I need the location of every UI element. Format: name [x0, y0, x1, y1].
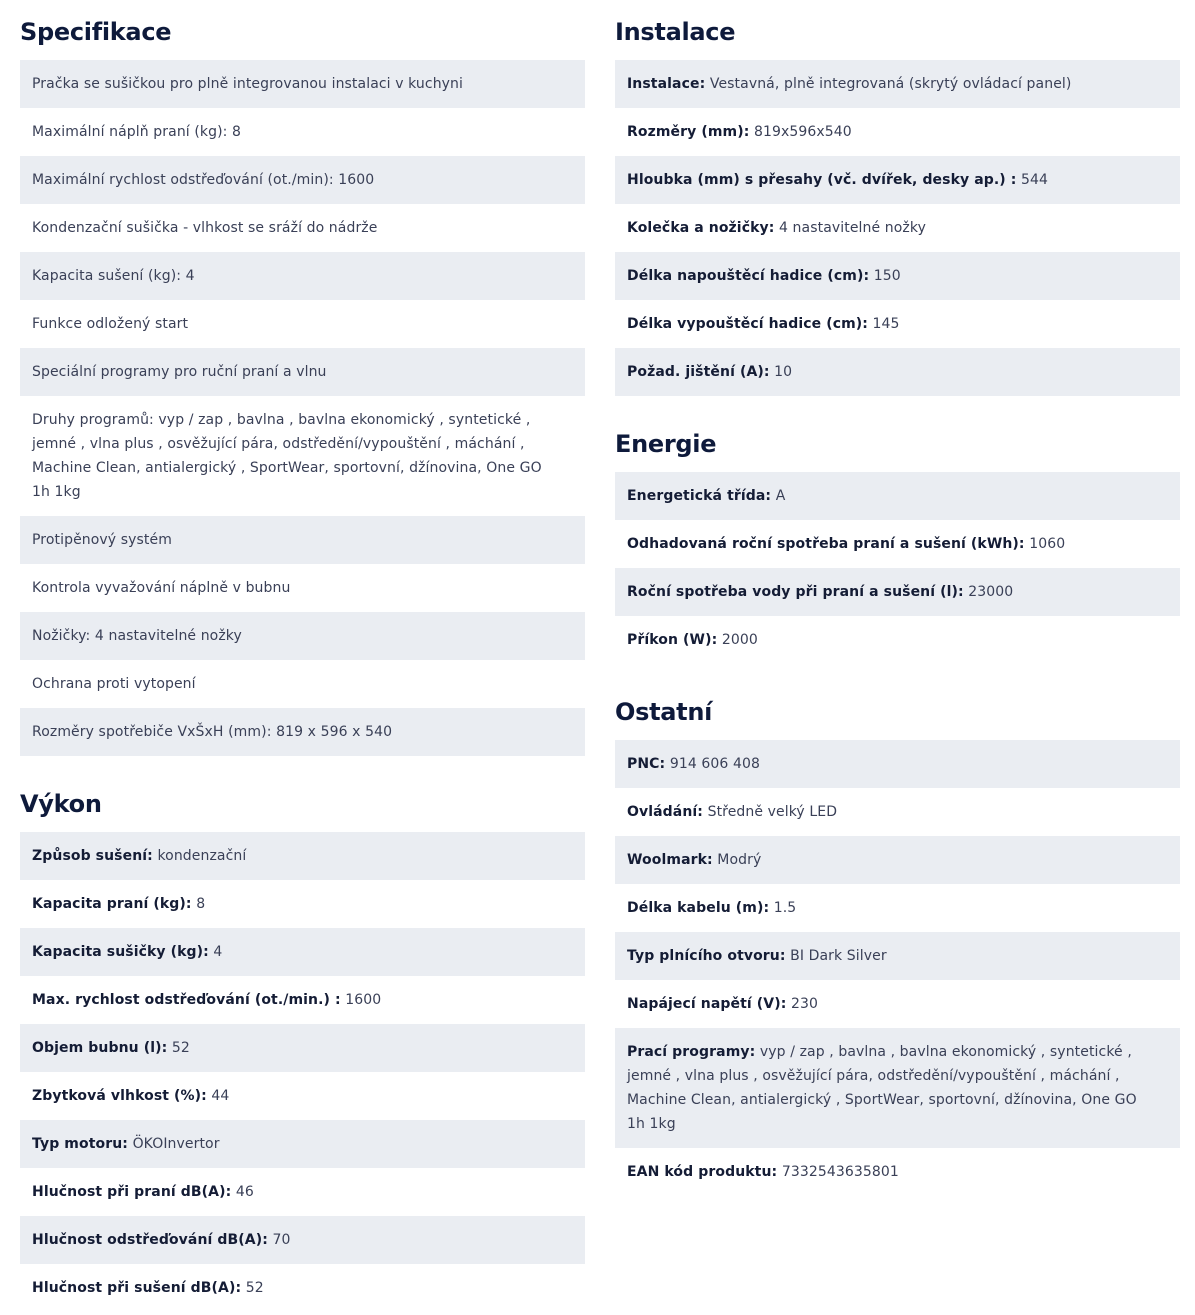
spec-text: Speciální programy pro ruční praní a vlnu — [32, 364, 327, 380]
spec-row — [20, 300, 585, 348]
spec-label: Kapacita praní (kg): — [32, 896, 192, 912]
section-title-energie: Energie — [615, 430, 717, 458]
spec-label: Instalace: — [627, 76, 706, 92]
spec-row — [615, 60, 1180, 108]
spec-row — [20, 660, 585, 708]
spec-row — [20, 564, 585, 612]
spec-label: Woolmark: — [627, 852, 713, 868]
spec-row — [20, 348, 585, 396]
spec-row — [20, 612, 585, 660]
spec-text: Druhy programů: vyp / zap , bavlna , bavlna ekonomický , syntetické , jemné , vlna plus , osvěžující pára, odstředění/vypouštění , máchání , Machine Clean, antialergický , SportWear, sportovní, džínovina, One GO 1h 1kg — [32, 412, 542, 500]
spec-text: Nožičky: 4 nastavitelné nožky — [32, 628, 242, 644]
spec-value: vyp / zap , bavlna , bavlna ekonomický , syntetické , jemné , vlna plus , osvěžující pára, odstředění/vypouštění , máchání , Machine Clean, antialergický , SportWear, sportovní, džínovina, One GO 1h 1kg — [627, 1044, 1137, 1132]
spec-row — [615, 788, 1180, 836]
spec-row — [20, 204, 585, 252]
spec-row — [20, 396, 585, 516]
spec-row — [20, 1168, 585, 1216]
spec-label: Roční spotřeba vody při praní a sušení (l): — [627, 584, 964, 600]
spec-value: 150 — [873, 268, 901, 284]
spec-row — [615, 156, 1180, 204]
spec-row — [20, 516, 585, 564]
spec-value: 23000 — [968, 584, 1014, 600]
spec-value: 46 — [235, 1184, 254, 1200]
spec-list-ostatni — [615, 740, 1180, 1196]
spec-label: PNC: — [627, 756, 666, 772]
spec-label: Příkon (W): — [627, 632, 718, 648]
spec-row — [20, 156, 585, 204]
spec-value: 2000 — [721, 632, 758, 648]
spec-value: 145 — [872, 316, 900, 332]
spec-value: Vestavná, plně integrovaná (skrytý ovládací panel) — [709, 76, 1072, 92]
spec-text: Kondenzační sušička - vlhkost se sráží do nádrže — [32, 220, 378, 236]
spec-text: Kontrola vyvažování náplně v bubnu — [32, 580, 291, 596]
spec-list-instalace — [615, 60, 1180, 396]
spec-label: Hlučnost odstřeďování dB(A): — [32, 1232, 268, 1248]
spec-label: Zbytková vlhkost (%): — [32, 1088, 207, 1104]
right-column — [615, 0, 1180, 1196]
spec-label: Napájecí napětí (V): — [627, 996, 787, 1012]
section-vykon — [20, 789, 585, 1312]
spec-label: Hlučnost při praní dB(A): — [32, 1184, 232, 1200]
spec-row — [615, 300, 1180, 348]
section-title-ostatni: Ostatní — [615, 698, 713, 726]
spec-row — [20, 1120, 585, 1168]
spec-label: Požad. jištění (A): — [627, 364, 770, 380]
spec-row — [615, 932, 1180, 980]
spec-label: Typ plnícího otvoru: — [627, 948, 786, 964]
spec-value: kondenzační — [157, 848, 247, 864]
spec-row — [615, 740, 1180, 788]
spec-row — [20, 1264, 585, 1312]
spec-label: Délka napouštěcí hadice (cm): — [627, 268, 870, 284]
spec-row — [20, 1024, 585, 1072]
spec-value: 914 606 408 — [669, 756, 760, 772]
spec-value: 544 — [1021, 172, 1049, 188]
spec-value: BI Dark Silver — [790, 948, 887, 964]
spec-label: Prací programy: — [627, 1044, 756, 1060]
section-energie — [615, 429, 1180, 664]
spec-row — [20, 928, 585, 976]
spec-row — [615, 1028, 1180, 1148]
section-instalace — [615, 17, 1180, 396]
spec-list-specifikace — [20, 60, 585, 756]
spec-value: 52 — [171, 1040, 190, 1056]
spec-label: Délka vypouštěcí hadice (cm): — [627, 316, 868, 332]
spec-value: 52 — [245, 1280, 264, 1296]
spec-value: 10 — [774, 364, 793, 380]
spec-value: Středně velký LED — [707, 804, 838, 820]
spec-value: 4 nastavitelné nožky — [779, 220, 926, 236]
section-title-instalace: Instalace — [615, 18, 736, 46]
spec-value: 7332543635801 — [781, 1164, 899, 1180]
spec-label: Objem bubnu (l): — [32, 1040, 168, 1056]
spec-label: Kolečka a nožičky: — [627, 220, 775, 236]
spec-value: Modrý — [717, 852, 762, 868]
spec-value: 819x596x540 — [753, 124, 852, 140]
spec-label: Odhadovaná roční spotřeba praní a sušení (kWh): — [627, 536, 1025, 552]
spec-text: Kapacita sušení (kg): 4 — [32, 268, 195, 284]
spec-row — [615, 980, 1180, 1028]
section-specifikace — [20, 17, 585, 756]
spec-text: Maximální náplň praní (kg): 8 — [32, 124, 242, 140]
spec-row — [20, 60, 585, 108]
spec-list-energie — [615, 472, 1180, 664]
spec-text: Pračka se sušičkou pro plně integrovanou instalaci v kuchyni — [32, 76, 464, 92]
spec-label: Hloubka (mm) s přesahy (vč. dvířek, desky ap.) : — [627, 172, 1017, 188]
spec-text: Maximální rychlost odstřeďování (ot./min): 1600 — [32, 172, 375, 188]
spec-row — [615, 520, 1180, 568]
spec-value: ÖKOInvertor — [132, 1136, 220, 1152]
section-title-specifikace: Specifikace — [20, 18, 172, 46]
spec-text: Funkce odložený start — [32, 316, 189, 332]
spec-row — [20, 708, 585, 756]
left-column — [20, 0, 585, 1312]
spec-label: Způsob sušení: — [32, 848, 153, 864]
spec-row — [20, 252, 585, 300]
spec-value: 1600 — [345, 992, 382, 1008]
spec-list-vykon — [20, 832, 585, 1312]
spec-text: Ochrana proti vytopení — [32, 676, 196, 692]
spec-label: Max. rychlost odstřeďování (ot./min.) : — [32, 992, 341, 1008]
spec-row — [615, 568, 1180, 616]
spec-text: Rozměry spotřebiče VxŠxH (mm): 819 x 596 x 540 — [32, 724, 393, 740]
spec-label: Kapacita sušičky (kg): — [32, 944, 209, 960]
spec-row — [615, 108, 1180, 156]
spec-label: Energetická třída: — [627, 488, 772, 504]
spec-row — [615, 204, 1180, 252]
spec-row — [20, 1216, 585, 1264]
spec-row — [615, 1148, 1180, 1196]
spec-value: 8 — [196, 896, 206, 912]
spec-row — [615, 836, 1180, 884]
section-title-vykon: Výkon — [20, 790, 102, 818]
spec-row — [615, 616, 1180, 664]
spec-label: Rozměry (mm): — [627, 124, 750, 140]
spec-label: Délka kabelu (m): — [627, 900, 770, 916]
spec-value: 1060 — [1029, 536, 1066, 552]
spec-value: 1.5 — [773, 900, 797, 916]
spec-label: Ovládání: — [627, 804, 704, 820]
spec-value: 70 — [272, 1232, 291, 1248]
spec-label: EAN kód produktu: — [627, 1164, 778, 1180]
spec-label: Typ motoru: — [32, 1136, 128, 1152]
spec-text: Protipěnový systém — [32, 532, 172, 548]
spec-label: Hlučnost při sušení dB(A): — [32, 1280, 242, 1296]
spec-value: 230 — [791, 996, 819, 1012]
spec-row — [20, 832, 585, 880]
spec-row — [615, 252, 1180, 300]
spec-value: 4 — [213, 944, 223, 960]
spec-row — [20, 976, 585, 1024]
spec-row — [20, 880, 585, 928]
spec-row — [20, 108, 585, 156]
spec-value: A — [775, 488, 786, 504]
spec-row — [615, 884, 1180, 932]
spec-row — [615, 348, 1180, 396]
spec-row — [615, 472, 1180, 520]
spec-row — [20, 1072, 585, 1120]
section-ostatni — [615, 697, 1180, 1196]
spec-value: 44 — [211, 1088, 230, 1104]
